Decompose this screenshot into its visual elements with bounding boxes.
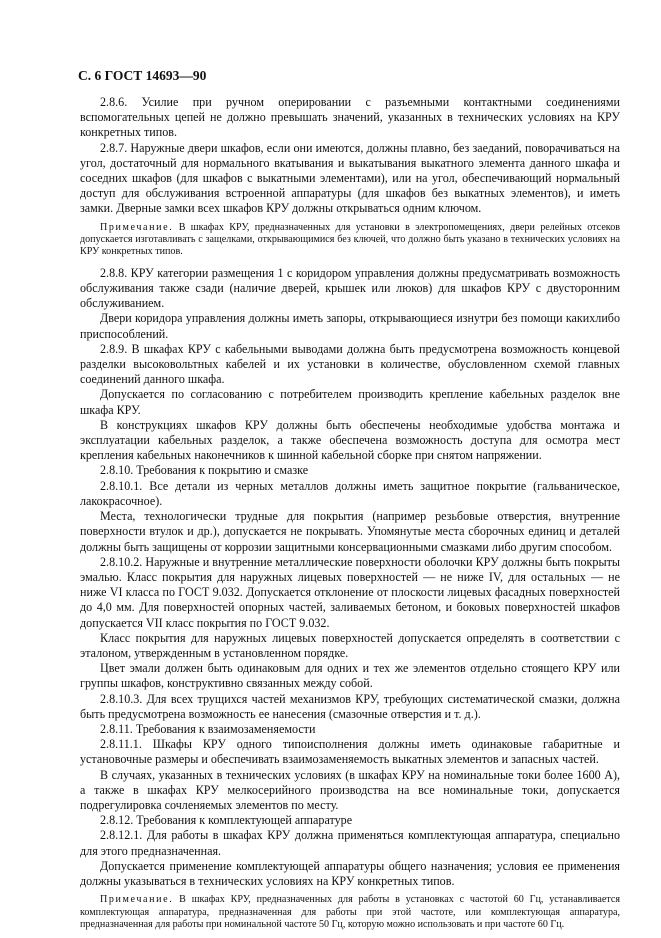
note-1-text: В шкафах КРУ, предназначенных для установки в электропомещениях, двери релейных отсеков допускается изготавливать с защелками, открывающимися без ключей, что должно быть указано в технических условиях на КРУ конкретных типов. <box>80 221 621 258</box>
paragraph-cable-maintenance: В конструкциях шкафов КРУ должны быть обеспечены необходимые удобства монтажа и эксплуатации кабельных разделок, а также обеспечена возможность доступа для осмотра мест крепления кабельных наконечников к шинной кабельной сборке при снятом напряжении. <box>80 417 620 463</box>
paragraph-2-8-10-2: 2.8.10.2. Наружные и внутренние металлические поверхности оболочки КРУ должны быть покрыты эмалью. Класс покрытия для наружных лицевых поверхностей — не ниже IV, для остальных — не ниже VI класса по ГОСТ 9.032. Допускается отклонение от плоскости лицевых фасадных поверхностей до 4,0 мм. Для поверхностей опорных частей, заливаемых бетоном, и боковых поверхностей шкафов допускается VII класс покрытия по ГОСТ 9.032. <box>80 554 620 630</box>
note-1-lead: Примечание. <box>100 221 174 233</box>
paragraph-2-8-6: 2.8.6. Усилие при ручном оперировании с разъемными контактными соединениями вспомогательных цепей не должно превышать значений, указанных в технических условиях на КРУ конкретных типов. <box>80 95 620 140</box>
paragraph-enamel-color: Цвет эмали должен быть одинаковым для одних и тех же элементов отдельно стоящего КРУ или группы шкафов, конструктивно связанных между собой. <box>80 661 620 691</box>
paragraph-corridor-doors: Двери коридора управления должны иметь запоры, открывающиеся изнутри без помощи какихлибо приспособлений. <box>80 311 620 341</box>
paragraph-coating-class: Класс покрытия для наружных лицевых поверхностей допускается определять в соответствии с эталоном, утвержденным в установленном порядке. <box>80 630 620 660</box>
note-2-text: В шкафах КРУ, предназначенных для работы в установках с частотой 60 Гц, устанавливается комплектующая аппаратура, предназначенная для работы при этой частоте, или комплектующая аппаратура, предназначенная для работы при номинальной частоте 50 Гц, которую можно использовать и при частоте 60 Гц. <box>80 894 620 930</box>
note-2 <box>80 894 620 931</box>
paragraph-2-8-7: 2.8.7. Наружные двери шкафов, если они имеются, должны плавно, без заеданий, поворачиваться на угол, достаточный для нормального вкатывания и выкатывания выкатного элемента данного шкафа и соседних шкафов (для шкафов с выкатными элементами), или на угол, обеспечивающий нормальный доступ для обслуживания встроенной аппаратуры (для шкафов без выкатных элементов), и иметь замки. Дверные замки всех шкафов КРУ должны открываться одним ключом. <box>80 140 620 216</box>
page-header: С. 6 ГОСТ 14693—90 <box>78 68 207 83</box>
heading-2-8-12: 2.8.12. Требования к комплектующей аппаратуре <box>100 813 353 828</box>
paragraph-2-8-12-1: 2.8.12.1. Для работы в шкафах КРУ должна применяться комплектующая аппаратура, специально для этого предназначенная. <box>80 828 620 858</box>
heading-2-8-11: 2.8.11. Требования к взаимозаменяемости <box>100 721 316 736</box>
paragraph-2-8-9: 2.8.9. В шкафах КРУ с кабельными выводами должна быть предусмотрена возможность концевой разделки высоковольтных кабелей и их установки в количестве, обусловленном схемой главных соединений данного шкафа. <box>80 341 620 387</box>
document-body <box>80 95 620 938</box>
paragraph-cable-fastening: Допускается по согласованию с потребителем производить крепление кабельных разделок вне шкафа КРУ. <box>80 387 620 417</box>
paragraph-2-8-10-3: 2.8.10.3. Для всех трущихся частей механизмов КРУ, требующих систематической смазки, должна быть предусмотрена возможность ее нанесения (смазочные отверстия и т. д.). <box>80 691 620 721</box>
paragraph-adjustment: В случаях, указанных в технических условиях (в шкафах КРУ на номинальные токи более 1600 А), а также в шкафах КРУ мелкосерийного производства на все номинальные токи, допускается подрегулировка сочленяемых элементов по месту. <box>80 767 620 812</box>
paragraph-2-8-10-1: 2.8.10.1. Все детали из черных металлов должны иметь защитное покрытие (гальваническое, лакокрасочное). <box>80 478 620 508</box>
paragraph-hard-places: Места, технологически трудные для покрытия (например резьбовые отверстия, внутренние поверхности втулок и др.), допускается не покрывать. Упомянутые места сборочных единиц и деталей должны быть защищены от коррозии защитными консервационными смазками либо другим способом. <box>80 509 620 554</box>
paragraph-2-8-11-1: 2.8.11.1. Шкафы КРУ одного типоисполнения должны иметь одинаковые габаритные и установочные размеры и обеспечивать взаимозаменяемость выкатных элементов и запасных частей. <box>80 737 620 767</box>
paragraph-2-8-8: 2.8.8. КРУ категории размещения 1 с коридором управления должны предусматривать возможность обслуживания также сзади (наличие дверей, крышек или люков) для шкафов КРУ с двусторонним обслуживанием. <box>80 265 620 311</box>
note-2-lead: Примечание. <box>100 894 174 906</box>
note-1 <box>80 222 620 259</box>
paragraph-general-purpose: Допускается применение комплектующей аппаратуры общего назначения; условия ее применения должны указываться в технических условиях на КРУ конкретных типов. <box>80 858 620 888</box>
heading-2-8-10: 2.8.10. Требования к покрытию и смазке <box>100 463 309 478</box>
